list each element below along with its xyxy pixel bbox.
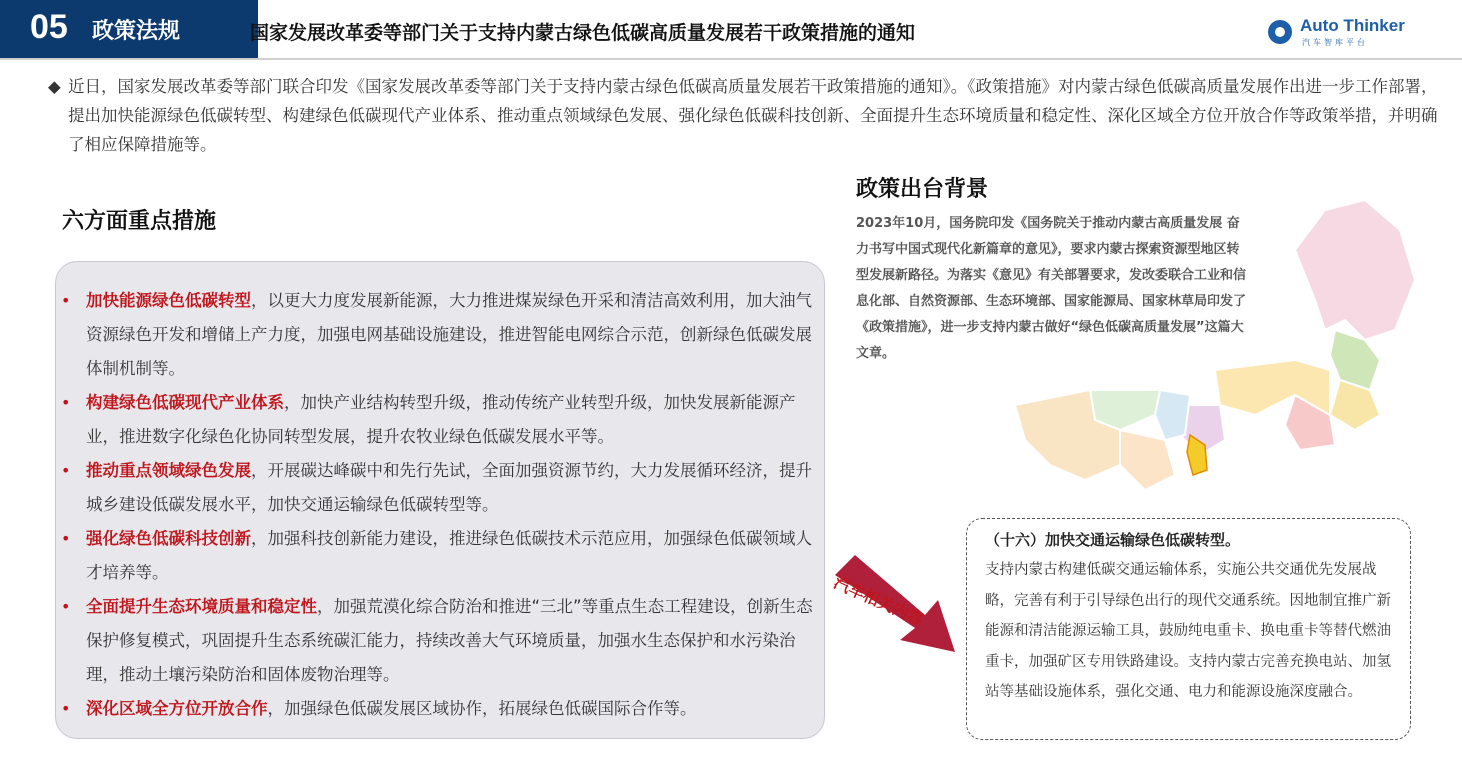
list-item <box>61 692 814 726</box>
measure-highlight: 深化区域全方位开放合作 <box>86 699 268 718</box>
automotive-title: （十六）加快交通运输绿色低碳转型。 <box>985 531 1241 549</box>
measure-highlight: 强化绿色低碳科技创新 <box>86 529 251 548</box>
bullet-dot-icon: • <box>61 597 71 616</box>
bullet-dot-icon: • <box>61 699 71 718</box>
list-item <box>61 454 814 522</box>
bullet-dot-icon: • <box>61 291 71 310</box>
automotive-label: 汽车相关内容 <box>831 572 927 630</box>
measure-highlight: 加快能源绿色低碳转型 <box>86 291 251 310</box>
list-item <box>61 284 814 386</box>
section-label: 政策法规 <box>92 19 181 44</box>
measure-text: ，加强科技创新能力建设，推进绿色低碳技术示范应用，加强绿色低碳领域人才培养等。 <box>86 529 812 582</box>
bullet-dot-icon: • <box>61 393 71 412</box>
measure-highlight: 全面提升生态环境质量和稳定性 <box>86 597 317 616</box>
measure-text: ，开展碳达峰碳中和先行先试，全面加强资源节约，大力发展循环经济，提升城乡建设低碳发展水平，加快交通运输绿色低碳转型等。 <box>86 461 812 514</box>
map-region-tongliao <box>1330 380 1380 430</box>
bullet-dot-icon: • <box>61 461 71 480</box>
list-item <box>61 590 814 692</box>
list-item <box>61 522 814 590</box>
measure-highlight: 构建绿色低碳现代产业体系 <box>86 393 284 412</box>
logo-name: Auto Thinker <box>1300 16 1405 35</box>
header-divider <box>0 58 1462 60</box>
six-measures-heading: 六方面重点措施 <box>62 209 217 234</box>
diamond-bullet-icon: ◆ <box>48 77 61 96</box>
intro-text: 近日，国家发展改革委等部门联合印发《国家发展改革委等部门关于支持内蒙古绿色低碳高质量发展若干政策措施的通知》。《政策措施》对内蒙古绿色低碳高质量发展作出进一步工作部署，提出加快能源绿色低碳转型、构建绿色低碳现代产业体系、推动重点领域绿色发展、强化绿色低碳科技创新、全面提升生态环境质量和稳定性、深化区域全方位开放合作等政策举措，并明确了相应保障措施等。 <box>68 77 1438 154</box>
automotive-box <box>966 518 1411 740</box>
background-text: 2023年10月，国务院印发《国务院关于推动内蒙古高质量发展 奋力书写中国式现代化新篇章的意见》，要求内蒙古探索资源型地区转型发展新路径。为落实《意见》有关部署要求，发改委联合工业和信息化部、自然资源部、生态环境部、国家能源局、国家林草局印发了《政策措施》，进一步支持内蒙古做好“绿色低碳高质量发展”这篇大文章。 <box>856 216 1247 361</box>
page-title: 国家发展改革委等部门关于支持内蒙古绿色低碳高质量发展若干政策措施的通知 <box>250 22 916 44</box>
background-heading: 政策出台背景 <box>856 177 989 202</box>
measures-list <box>61 284 814 726</box>
auto-thinker-logo <box>1268 16 1418 48</box>
measure-highlight: 推动重点领域绿色发展 <box>86 461 251 480</box>
measure-text: ，以更大力度发展新能源，大力推进煤炭绿色开采和清洁高效利用，加大油气资源绿色开发和增储上产力度，加强电网基础设施建设，推进智能电网综合示范，创新绿色低碳发展体制机制等。 <box>86 291 812 378</box>
map-region-xinganmeng <box>1330 330 1380 390</box>
bullet-dot-icon: • <box>61 529 71 548</box>
map-region-hulunbuir <box>1295 200 1415 340</box>
auto-thinker-logo-icon <box>1268 20 1292 44</box>
measure-text: ，加强绿色低碳发展区域协作，拓展绿色低碳国际合作等。 <box>267 699 697 718</box>
measure-text: ，加强荒漠化综合防治和推进“三北”等重点生态工程建设，创新生态保护修复模式，巩固提升生态系统碳汇能力，持续改善大气环境质量，加强水生态保护和水污染治理，推动土壤污染防治和固体废物治理等。 <box>86 597 813 684</box>
map-region-baotou <box>1155 390 1190 440</box>
list-item <box>61 386 814 454</box>
automotive-body: 支持内蒙古构建低碳交通运输体系，实施公共交通优先发展战略，完善有利于引导绿色出行的现代交通系统。因地制宜推广新能源和清洁能源运输工具，鼓励纯电重卡、换电重卡等替代燃油重卡，加强矿区专用铁路建设。支持内蒙古完善充换电站、加氢站等基础设施体系，强化交通、电力和能源设施深度融合。 <box>985 562 1391 700</box>
logo-subtitle: 汽车智库平台 <box>1302 38 1368 47</box>
intro-paragraph <box>48 72 1448 159</box>
measures-box <box>55 261 825 739</box>
section-number: 05 <box>30 8 68 46</box>
measure-text: ，加快产业结构转型升级，推动传统产业转型升级，加快发展新能源产业，推进数字化绿色化协同转型发展，提升农牧业绿色低碳发展水平等。 <box>86 393 796 446</box>
